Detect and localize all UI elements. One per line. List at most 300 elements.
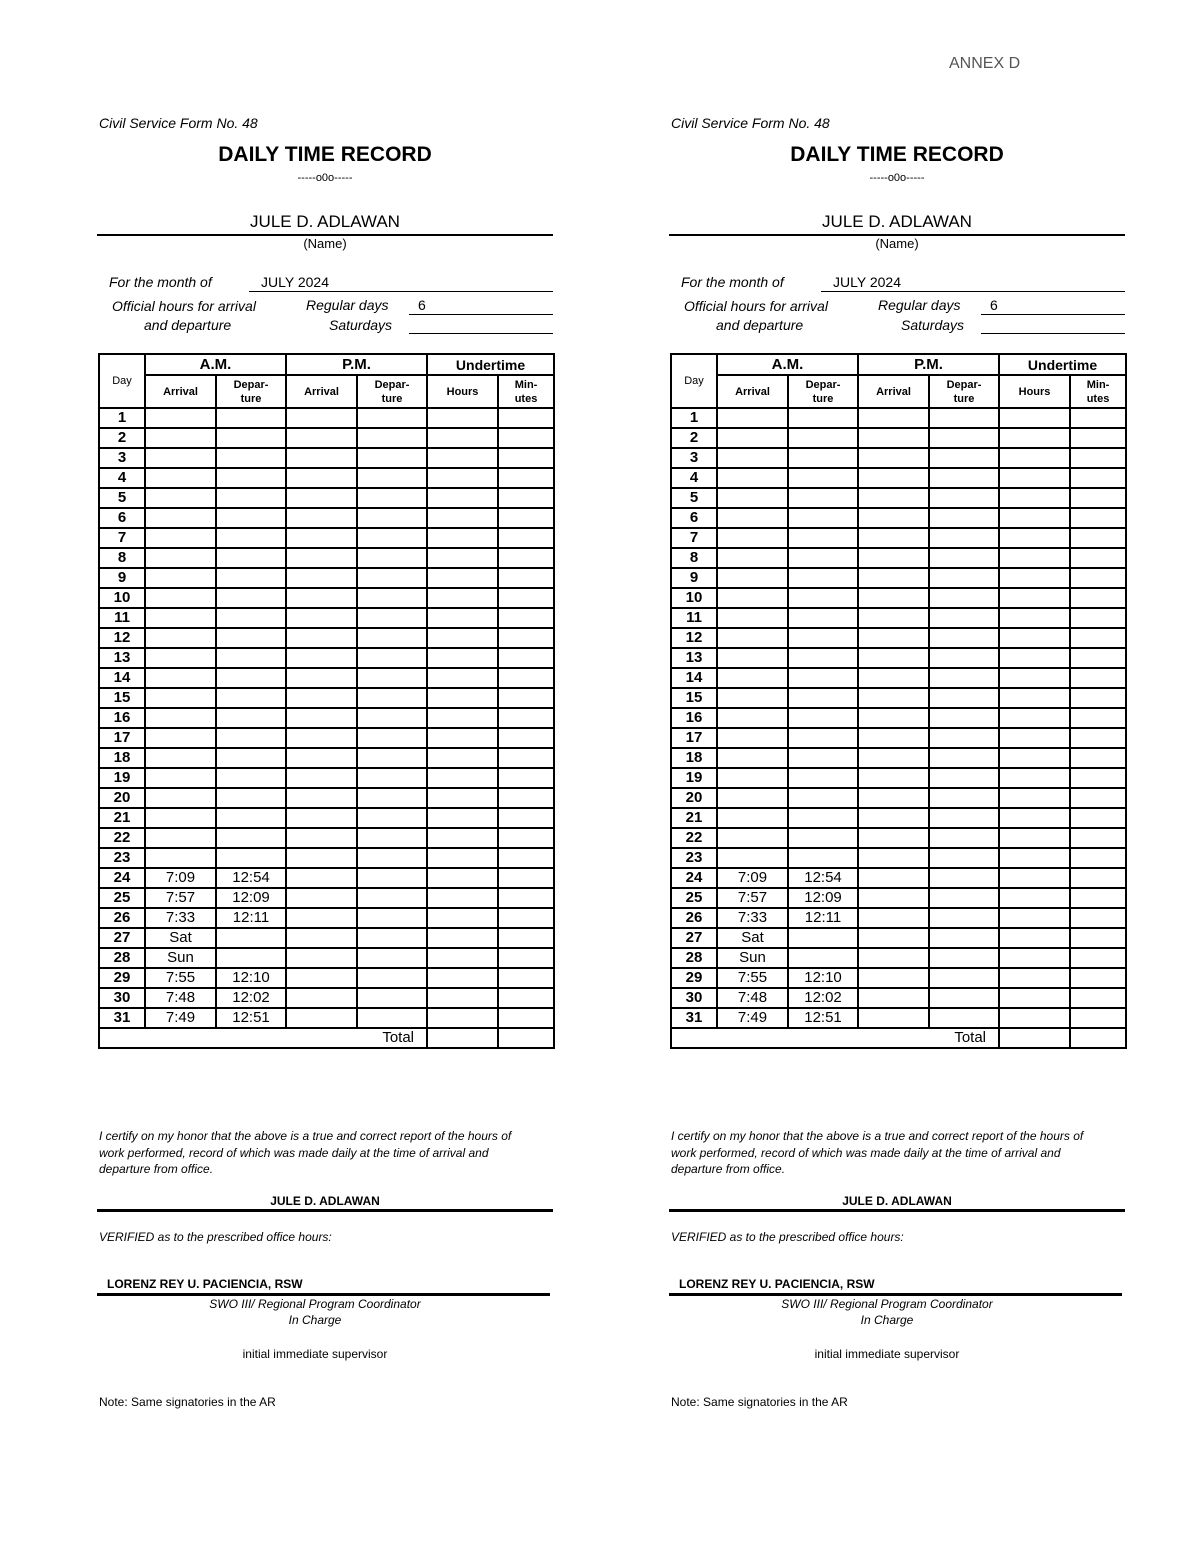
am-departure-cell xyxy=(216,548,286,568)
day-cell: 2 xyxy=(99,428,145,448)
am-departure-cell xyxy=(216,508,286,528)
pm-arrival-cell xyxy=(858,408,929,428)
pm-arrival-cell xyxy=(286,608,357,628)
undertime-minutes-cell xyxy=(1070,488,1126,508)
undertime-minutes-cell xyxy=(498,848,554,868)
pm-departure-cell xyxy=(929,848,999,868)
pm-arrival-cell xyxy=(858,828,929,848)
employee-signature-line xyxy=(97,1209,553,1212)
pm-header: P.M. xyxy=(286,354,427,375)
pm-departure-header xyxy=(929,375,999,408)
pm-arrival-cell xyxy=(286,968,357,988)
am-arrival-cell xyxy=(717,408,788,428)
undertime-hours-cell xyxy=(999,948,1070,968)
undertime-hours-cell xyxy=(999,568,1070,588)
day-cell: 21 xyxy=(671,808,717,828)
day-cell: 21 xyxy=(99,808,145,828)
am-arrival-cell: Sun xyxy=(717,948,788,968)
official-hours-label-2: and departure xyxy=(716,317,804,333)
am-departure-cell xyxy=(788,548,858,568)
total-row xyxy=(671,1028,1126,1048)
minutes-label-1: Min- xyxy=(1086,378,1110,391)
day-cell: 26 xyxy=(99,908,145,928)
am-departure-cell xyxy=(788,448,858,468)
am-arrival-cell xyxy=(717,788,788,808)
am-arrival-cell xyxy=(717,568,788,588)
undertime-hours-cell xyxy=(427,668,498,688)
pm-departure-cell xyxy=(357,748,427,768)
undertime-hours-cell xyxy=(427,508,498,528)
pm-arrival-cell xyxy=(858,988,929,1008)
table-row xyxy=(671,608,1126,628)
am-arrival-cell xyxy=(717,808,788,828)
note-text: Note: Same signatories in the AR xyxy=(671,1395,848,1409)
undertime-minutes-cell xyxy=(498,808,554,828)
supervisor-signature-line xyxy=(97,1293,550,1296)
am-arrival-cell xyxy=(145,608,216,628)
pm-departure-cell xyxy=(357,848,427,868)
undertime-hours-cell xyxy=(999,728,1070,748)
pm-arrival-cell xyxy=(286,408,357,428)
am-arrival-cell xyxy=(145,648,216,668)
form-number: Civil Service Form No. 48 xyxy=(99,115,258,131)
undertime-hours-cell xyxy=(427,808,498,828)
pm-arrival-cell xyxy=(858,808,929,828)
regular-days-value: 6 xyxy=(990,297,998,313)
table-row xyxy=(671,568,1126,588)
pm-departure-cell xyxy=(357,488,427,508)
day-cell: 22 xyxy=(671,828,717,848)
undertime-minutes-cell xyxy=(498,828,554,848)
pm-arrival-cell xyxy=(858,968,929,988)
day-cell: 9 xyxy=(671,568,717,588)
regular-days-underline xyxy=(981,314,1125,315)
am-arrival-cell xyxy=(145,788,216,808)
undertime-minutes-cell xyxy=(1070,408,1126,428)
am-departure-cell xyxy=(788,748,858,768)
pm-departure-cell xyxy=(357,948,427,968)
pm-departure-cell xyxy=(929,748,999,768)
undertime-header: Undertime xyxy=(999,354,1126,375)
day-cell: 31 xyxy=(671,1008,717,1028)
day-cell: 11 xyxy=(99,608,145,628)
undertime-hours-cell xyxy=(427,548,498,568)
undertime-minutes-cell xyxy=(498,648,554,668)
regular-days-label: Regular days xyxy=(878,297,961,313)
table-row xyxy=(99,648,554,668)
am-departure-cell xyxy=(788,728,858,748)
undertime-minutes-cell xyxy=(1070,708,1126,728)
undertime-minutes-cell xyxy=(1070,668,1126,688)
undertime-minutes-cell xyxy=(498,888,554,908)
minutes-label-2: utes xyxy=(1086,392,1110,405)
am-departure-cell xyxy=(216,788,286,808)
day-cell: 26 xyxy=(671,908,717,928)
am-arrival-header xyxy=(717,375,788,408)
day-cell: 18 xyxy=(99,748,145,768)
pm-departure-cell xyxy=(357,648,427,668)
pm-departure-cell xyxy=(929,928,999,948)
undertime-minutes-cell xyxy=(1070,808,1126,828)
day-cell: 20 xyxy=(671,788,717,808)
am-arrival-cell xyxy=(717,648,788,668)
pm-departure-cell xyxy=(929,708,999,728)
name-caption: (Name) xyxy=(303,236,347,251)
undertime-minutes-cell xyxy=(498,488,554,508)
undertime-hours-cell xyxy=(427,568,498,588)
day-cell: 4 xyxy=(671,468,717,488)
table-row xyxy=(671,688,1126,708)
day-cell: 14 xyxy=(99,668,145,688)
undertime-minutes-cell xyxy=(498,508,554,528)
am-departure-cell xyxy=(788,788,858,808)
undertime-hours-cell xyxy=(427,828,498,848)
table-row xyxy=(99,708,554,728)
table-row xyxy=(671,508,1126,528)
am-arrival-cell xyxy=(717,688,788,708)
undertime-minutes-cell xyxy=(1070,848,1126,868)
am-arrival-cell: 7:49 xyxy=(717,1008,788,1028)
undertime-hours-header xyxy=(999,375,1070,408)
pm-arrival-cell xyxy=(286,568,357,588)
day-cell: 5 xyxy=(671,488,717,508)
pm-departure-cell xyxy=(357,408,427,428)
pm-arrival-cell xyxy=(858,848,929,868)
supervisor-position: SWO III/ Regional Program Coordinator xyxy=(209,1297,421,1311)
undertime-hours-cell xyxy=(999,908,1070,928)
arrival-label: Arrival xyxy=(876,385,911,398)
form-number: Civil Service Form No. 48 xyxy=(671,115,830,131)
am-arrival-cell xyxy=(717,628,788,648)
am-arrival-cell xyxy=(145,588,216,608)
pm-departure-cell xyxy=(357,528,427,548)
table-row xyxy=(671,828,1126,848)
hours-label: Hours xyxy=(1018,385,1051,398)
undertime-hours-cell xyxy=(999,928,1070,948)
pm-arrival-cell xyxy=(858,788,929,808)
am-departure-cell xyxy=(788,768,858,788)
am-arrival-cell xyxy=(145,708,216,728)
pm-arrival-cell xyxy=(286,648,357,668)
table-row xyxy=(99,1008,554,1028)
day-cell: 1 xyxy=(99,408,145,428)
am-header: A.M. xyxy=(145,354,286,375)
undertime-minutes-cell xyxy=(1070,548,1126,568)
undertime-header: Undertime xyxy=(427,354,554,375)
am-departure-cell xyxy=(216,628,286,648)
hours-label: Hours xyxy=(446,385,479,398)
pm-departure-cell xyxy=(357,888,427,908)
undertime-hours-cell xyxy=(427,528,498,548)
table-row xyxy=(99,588,554,608)
am-departure-cell xyxy=(216,668,286,688)
undertime-minutes-cell xyxy=(1070,448,1126,468)
undertime-hours-cell xyxy=(999,468,1070,488)
table-row xyxy=(99,408,554,428)
day-cell: 11 xyxy=(671,608,717,628)
note-text: Note: Same signatories in the AR xyxy=(99,1395,276,1409)
undertime-hours-cell xyxy=(999,768,1070,788)
pm-departure-cell xyxy=(929,868,999,888)
table-row xyxy=(99,468,554,488)
am-arrival-cell xyxy=(145,508,216,528)
undertime-minutes-cell xyxy=(498,748,554,768)
undertime-minutes-cell xyxy=(498,588,554,608)
undertime-hours-cell xyxy=(999,868,1070,888)
am-departure-header xyxy=(216,375,286,408)
table-row xyxy=(671,928,1126,948)
month-value: JULY 2024 xyxy=(833,274,901,290)
pm-departure-cell xyxy=(357,588,427,608)
am-departure-cell xyxy=(788,568,858,588)
regular-days-underline xyxy=(409,314,553,315)
pm-departure-cell xyxy=(357,428,427,448)
table-row xyxy=(99,968,554,988)
saturdays-underline xyxy=(981,333,1125,334)
total-hours-cell xyxy=(427,1028,498,1048)
pm-departure-cell xyxy=(357,788,427,808)
table-row xyxy=(671,868,1126,888)
pm-departure-cell xyxy=(929,988,999,1008)
am-arrival-cell xyxy=(145,408,216,428)
pm-departure-cell xyxy=(357,1008,427,1028)
undertime-hours-cell xyxy=(427,588,498,608)
undertime-hours-cell xyxy=(427,848,498,868)
employee-signature-line xyxy=(669,1209,1125,1212)
am-arrival-cell xyxy=(717,728,788,748)
am-arrival-cell: 7:09 xyxy=(717,868,788,888)
am-departure-cell xyxy=(216,848,286,868)
undertime-hours-cell xyxy=(999,888,1070,908)
table-row xyxy=(99,428,554,448)
am-departure-cell xyxy=(216,708,286,728)
saturdays-underline xyxy=(409,333,553,334)
employee-name: JULE D. ADLAWAN xyxy=(822,212,972,231)
am-departure-cell xyxy=(216,488,286,508)
departure-label-2: ture xyxy=(381,392,403,405)
pm-arrival-cell xyxy=(286,868,357,888)
month-underline xyxy=(249,291,553,292)
undertime-minutes-header xyxy=(498,375,554,408)
arrival-label: Arrival xyxy=(163,385,198,398)
undertime-hours-cell xyxy=(999,508,1070,528)
pm-arrival-cell xyxy=(858,488,929,508)
day-cell: 4 xyxy=(99,468,145,488)
undertime-hours-cell xyxy=(427,628,498,648)
pm-arrival-header xyxy=(286,375,357,408)
am-arrival-cell xyxy=(145,808,216,828)
am-departure-cell xyxy=(216,808,286,828)
undertime-minutes-cell xyxy=(1070,468,1126,488)
pm-arrival-cell xyxy=(286,768,357,788)
pm-arrival-cell xyxy=(286,548,357,568)
table-row xyxy=(671,548,1126,568)
regular-days-value: 6 xyxy=(418,297,426,313)
undertime-hours-cell xyxy=(999,648,1070,668)
pm-departure-cell xyxy=(929,968,999,988)
day-cell: 17 xyxy=(671,728,717,748)
am-departure-cell xyxy=(788,828,858,848)
table-row xyxy=(99,908,554,928)
am-departure-cell xyxy=(216,408,286,428)
am-departure-cell xyxy=(788,668,858,688)
day-cell: 23 xyxy=(99,848,145,868)
pm-departure-cell xyxy=(929,468,999,488)
am-departure-cell xyxy=(788,628,858,648)
am-departure-cell xyxy=(788,428,858,448)
am-arrival-cell: Sat xyxy=(145,928,216,948)
table-row xyxy=(671,988,1126,1008)
am-arrival-cell xyxy=(717,588,788,608)
total-label: Total xyxy=(671,1028,999,1048)
pm-departure-cell xyxy=(929,948,999,968)
undertime-hours-cell xyxy=(427,608,498,628)
undertime-minutes-header xyxy=(1070,375,1126,408)
table-row xyxy=(671,428,1126,448)
undertime-hours-cell xyxy=(999,828,1070,848)
am-departure-cell xyxy=(216,448,286,468)
pm-departure-cell xyxy=(929,908,999,928)
undertime-minutes-cell xyxy=(1070,648,1126,668)
am-departure-cell xyxy=(216,468,286,488)
pm-departure-cell xyxy=(357,688,427,708)
supervisor-position-2: In Charge xyxy=(288,1313,342,1327)
undertime-minutes-cell xyxy=(498,768,554,788)
am-departure-cell xyxy=(216,928,286,948)
undertime-minutes-cell xyxy=(498,548,554,568)
table-row xyxy=(99,688,554,708)
undertime-minutes-cell xyxy=(1070,428,1126,448)
time-record-rows xyxy=(671,408,1126,1048)
verified-text: VERIFIED as to the prescribed office hours: xyxy=(671,1230,904,1244)
am-arrival-cell xyxy=(145,688,216,708)
am-arrival-cell xyxy=(717,528,788,548)
day-cell: 13 xyxy=(99,648,145,668)
departure-label-1: Depar- xyxy=(946,378,982,391)
table-row xyxy=(671,948,1126,968)
undertime-minutes-cell xyxy=(1070,948,1126,968)
am-departure-cell: 12:11 xyxy=(788,908,858,928)
supervisor-signature-line xyxy=(669,1293,1122,1296)
pm-arrival-cell xyxy=(286,488,357,508)
pm-departure-cell xyxy=(929,608,999,628)
pm-departure-cell xyxy=(929,648,999,668)
undertime-minutes-cell xyxy=(498,708,554,728)
am-arrival-cell: 7:55 xyxy=(717,968,788,988)
pm-arrival-cell xyxy=(286,588,357,608)
pm-arrival-cell xyxy=(858,948,929,968)
undertime-hours-cell xyxy=(427,908,498,928)
day-cell: 3 xyxy=(671,448,717,468)
am-arrival-cell: Sat xyxy=(717,928,788,948)
undertime-hours-cell xyxy=(427,488,498,508)
pm-arrival-cell xyxy=(858,428,929,448)
undertime-hours-cell xyxy=(999,708,1070,728)
am-departure-cell: 12:11 xyxy=(216,908,286,928)
am-departure-cell xyxy=(216,688,286,708)
am-departure-cell xyxy=(788,608,858,628)
am-departure-cell: 12:54 xyxy=(216,868,286,888)
undertime-hours-cell xyxy=(999,668,1070,688)
undertime-hours-cell xyxy=(999,428,1070,448)
undertime-hours-cell xyxy=(999,448,1070,468)
am-arrival-cell xyxy=(145,668,216,688)
day-cell: 29 xyxy=(671,968,717,988)
undertime-hours-cell xyxy=(427,648,498,668)
day-cell: 27 xyxy=(99,928,145,948)
undertime-hours-cell xyxy=(427,768,498,788)
table-row xyxy=(99,888,554,908)
table-row xyxy=(671,468,1126,488)
day-cell: 9 xyxy=(99,568,145,588)
day-cell: 30 xyxy=(671,988,717,1008)
undertime-hours-cell xyxy=(999,488,1070,508)
am-arrival-header xyxy=(145,375,216,408)
undertime-hours-cell xyxy=(427,748,498,768)
total-hours-cell xyxy=(999,1028,1070,1048)
pm-departure-cell xyxy=(357,988,427,1008)
pm-arrival-cell xyxy=(858,908,929,928)
day-cell: 8 xyxy=(99,548,145,568)
undertime-hours-cell xyxy=(999,988,1070,1008)
table-row xyxy=(99,488,554,508)
table-row xyxy=(99,928,554,948)
pm-arrival-cell xyxy=(286,908,357,928)
table-row xyxy=(671,408,1126,428)
total-minutes-cell xyxy=(498,1028,554,1048)
am-arrival-cell xyxy=(717,768,788,788)
day-cell: 30 xyxy=(99,988,145,1008)
undertime-hours-cell xyxy=(427,728,498,748)
am-arrival-cell xyxy=(145,568,216,588)
undertime-hours-cell xyxy=(427,788,498,808)
am-arrival-cell xyxy=(717,448,788,468)
undertime-hours-cell xyxy=(427,988,498,1008)
undertime-minutes-cell xyxy=(1070,748,1126,768)
pm-departure-cell xyxy=(357,728,427,748)
undertime-minutes-cell xyxy=(498,668,554,688)
departure-label-2: ture xyxy=(812,392,834,405)
undertime-minutes-cell xyxy=(1070,728,1126,748)
pm-departure-cell xyxy=(929,768,999,788)
undertime-minutes-cell xyxy=(1070,688,1126,708)
time-record-rows xyxy=(99,408,554,1048)
undertime-hours-cell xyxy=(999,1008,1070,1028)
pm-arrival-cell xyxy=(286,708,357,728)
pm-arrival-header xyxy=(858,375,929,408)
am-departure-cell xyxy=(788,468,858,488)
pm-departure-cell xyxy=(357,828,427,848)
departure-label-1: Depar- xyxy=(805,378,841,391)
day-cell: 7 xyxy=(671,528,717,548)
day-cell: 19 xyxy=(99,768,145,788)
pm-departure-cell xyxy=(357,548,427,568)
table-row xyxy=(671,528,1126,548)
undertime-minutes-cell xyxy=(1070,888,1126,908)
pm-departure-cell xyxy=(929,888,999,908)
pm-arrival-cell xyxy=(286,808,357,828)
official-hours-label-2: and departure xyxy=(144,317,232,333)
day-cell: 18 xyxy=(671,748,717,768)
pm-arrival-cell xyxy=(286,788,357,808)
day-cell: 5 xyxy=(99,488,145,508)
pm-arrival-cell xyxy=(286,668,357,688)
day-cell: 14 xyxy=(671,668,717,688)
am-arrival-cell: 7:55 xyxy=(145,968,216,988)
am-departure-cell: 12:51 xyxy=(788,1008,858,1028)
arrival-label: Arrival xyxy=(735,385,770,398)
supervisor-position-2: In Charge xyxy=(860,1313,914,1327)
